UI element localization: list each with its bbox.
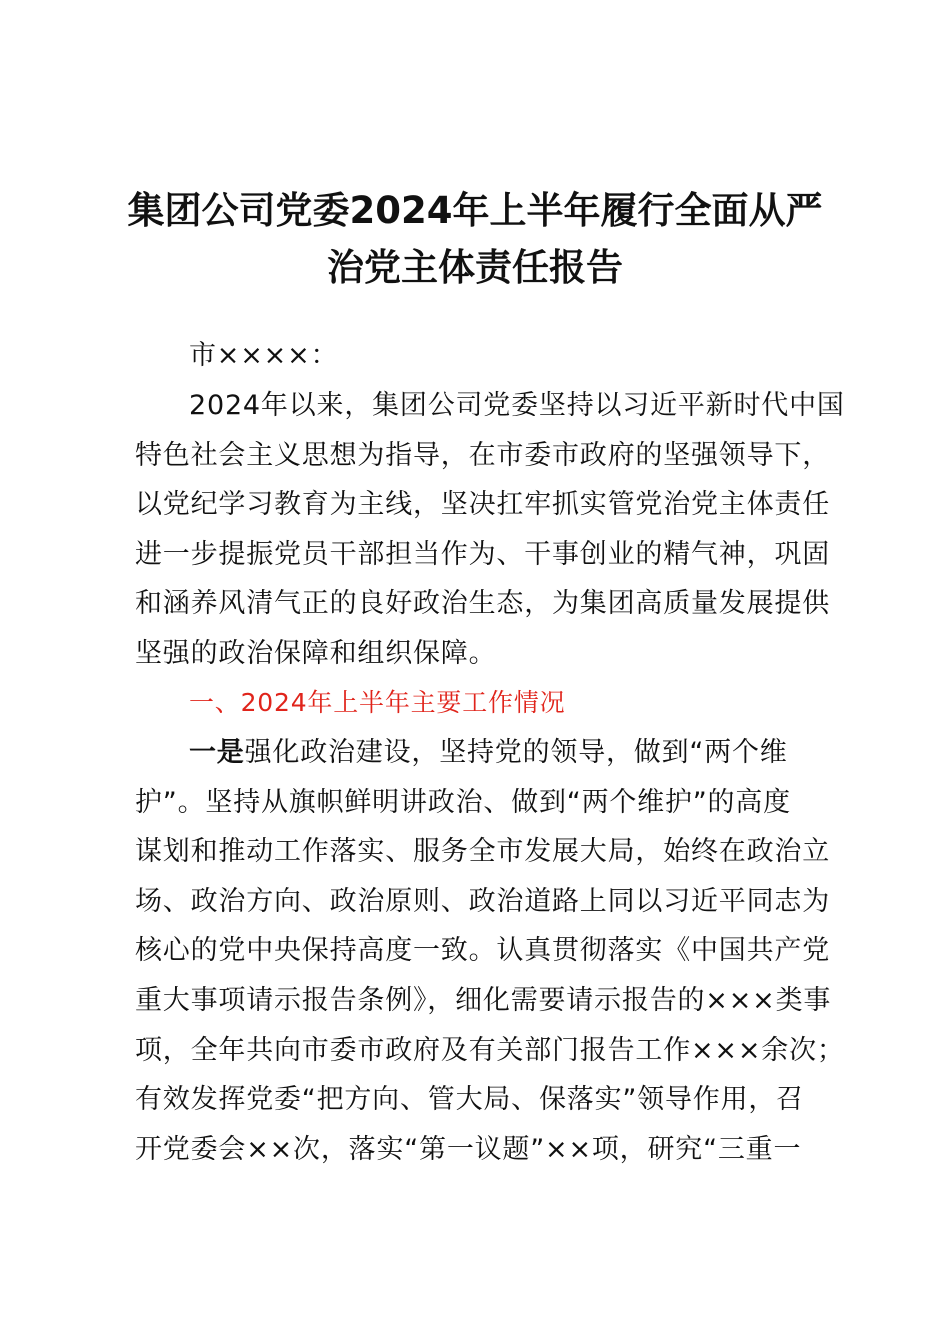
paragraph-lead-rest: 强化政治建设，坚持党的领导，做到“两个维 (244, 737, 788, 768)
paragraph-line: 项，全年共向市委市政府及有关部门报告工作×××余次； (135, 1034, 845, 1066)
salutation (135, 331, 850, 381)
paragraph-line: 进一步提振党员干部担当作为、干事创业的精气神，巩固 (135, 538, 830, 570)
paragraph-line: 以党纪学习教育为主线，坚决扛牢抓实管党治党主体责任 (135, 489, 830, 521)
paragraph-line: 开党委会××次，落实“第一议题”××项，研究“三重一 (135, 1133, 802, 1165)
paragraph-intro (135, 381, 850, 679)
title-line-2: 治党主体责任报告 (327, 246, 623, 289)
paragraph-line: 2024年以来，集团公司党委坚持以习近平新时代中国 (189, 390, 845, 421)
section-heading-text: 一、2024年上半年主要工作情况 (189, 688, 566, 717)
paragraph-line (135, 728, 850, 778)
document-title (100, 182, 850, 296)
paragraph-line: 谋划和推动工作落实、服务全市发展大局，始终在政治立 (135, 836, 830, 868)
paragraph-line: 坚强的政治保障和组织保障。 (135, 637, 497, 669)
paragraph-line: 特色社会主义思想为指导，在市委市政府的坚强领导下， (135, 439, 830, 471)
paragraph-lead: 一是 (189, 737, 245, 768)
paragraph-line: 场、政治方向、政治原则、政治道路上同以习近平同志为 (135, 885, 830, 917)
paragraph-line: 有效发挥党委“把方向、管大局、保落实”领导作用，召 (135, 1084, 804, 1116)
section-heading (135, 678, 850, 728)
salutation-text: 市××××： (189, 340, 339, 371)
title-line-1: 集团公司党委2024年上半年履行全面从严 (127, 189, 823, 232)
paragraph-political-building (135, 728, 850, 1174)
paragraph-line: 护”。坚持从旗帜鲜明讲政治、做到“两个维护”的高度 (135, 786, 791, 818)
paragraph-line: 重大事项请示报告条例》，细化需要请示报告的×××类事 (135, 984, 832, 1016)
paragraph-line: 和涵养风清气正的良好政治生态，为集团高质量发展提供 (135, 588, 830, 620)
paragraph-line: 核心的党中央保持高度一致。认真贯彻落实《中国共产党 (135, 935, 830, 967)
